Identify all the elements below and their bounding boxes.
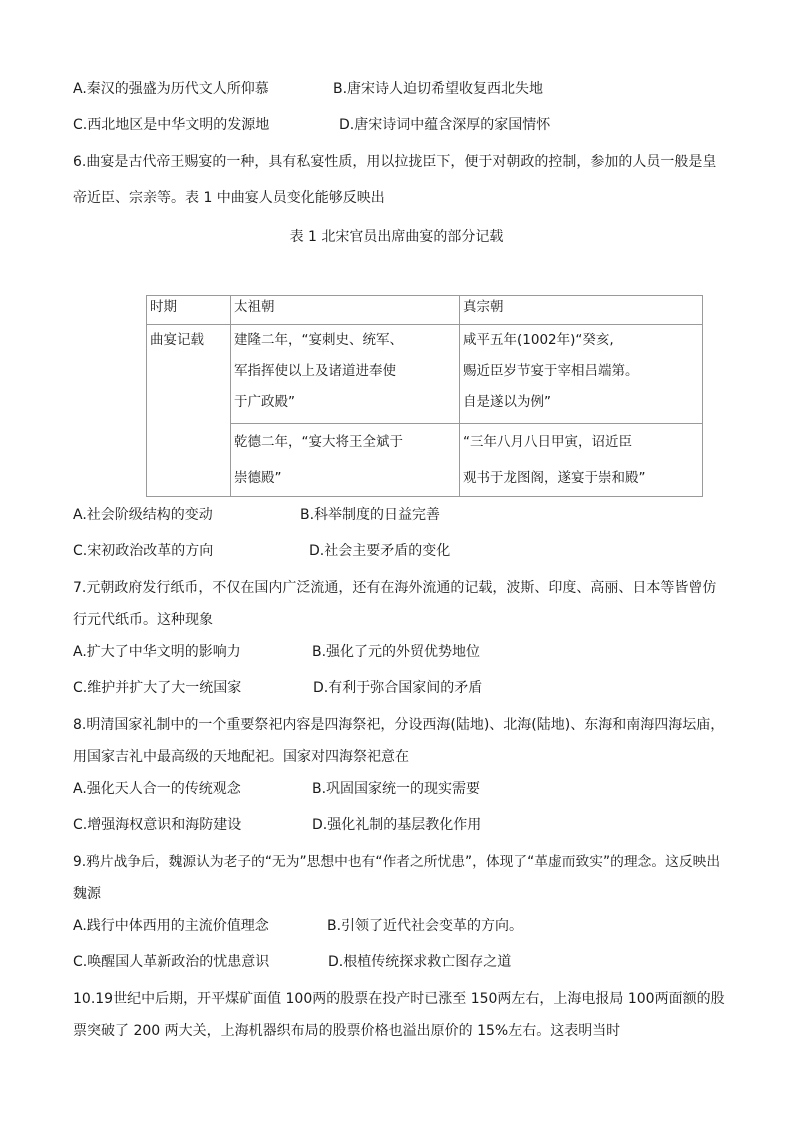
q7-stem-line2: 行元代纸币。这种现象 <box>73 612 213 628</box>
cell-taizu-1: 建隆二年，“宴刺史、统军、 军指挥使以上及诸道进奉使 于广政殿” <box>231 325 460 424</box>
cell-zhenzong-2: “三年八月八日甲寅，诏近臣 观书于龙图阁，遂宴于崇和殿” <box>460 424 703 497</box>
q5-option-b: B.唐宋诗人迫切希望收复西北失地 <box>333 81 544 97</box>
q7-option-a: A.扩大了中华文明的影响力 <box>73 644 241 660</box>
q9-option-b: B.引领了近代社会变革的方向。 <box>327 918 524 934</box>
q8-option-d: D.强化礼制的基层教化作用 <box>312 817 482 833</box>
q6-option-c: C.宋初政治改革的方向 <box>73 543 214 559</box>
cell-taizu-2: 乾德二年，“宴大将王全斌于 崇德殿” <box>231 424 460 497</box>
q8-option-b: B.巩固国家统一的现实需要 <box>312 781 481 797</box>
q8-stem-line1: 8.明清国家礼制中的一个重要祭祀内容是四海祭祀，分设西海(陆地)、北海(陆地)、东海和南海四海坛庙， <box>73 717 725 733</box>
q6-stem-line2: 帝近臣、宗亲等。表 1 中曲宴人员变化能够反映出 <box>73 190 385 206</box>
cell-zhenzong-1: 咸平五年(1002年)“癸亥, 赐近臣岁节宴于宰相吕端第。 自是遂以为例” <box>460 325 703 424</box>
q6-option-a: A.社会阶级结构的变动 <box>73 507 213 523</box>
q8-option-c: C.增强海权意识和海防建设 <box>73 817 242 833</box>
q8-option-a: A.强化天人合一的传统观念 <box>73 781 241 797</box>
q6-option-b: B.科举制度的日益完善 <box>300 507 441 523</box>
q6-stem-line1: 6.曲宴是古代帝王赐宴的一种，具有私宴性质，用以拉拢臣下，便于对朝政的控制，参加的人员一般是皇 <box>73 154 717 170</box>
header-zhenzong: 真宗朝 <box>460 296 703 325</box>
q7-option-b: B.强化了元的外贸优势地位 <box>312 644 481 660</box>
q9-stem-line2: 魏源 <box>73 886 101 902</box>
q6-option-d: D.社会主要矛盾的变化 <box>309 543 451 559</box>
q5-option-c: C.西北地区是中华文明的发源地 <box>73 117 270 133</box>
table-caption: 表 1 北宋官员出席曲宴的部分记载 <box>289 229 504 245</box>
row-label: 曲宴记载 <box>147 325 231 497</box>
q8-stem-line2: 用国家吉礼中最高级的天地配祀。国家对四海祭祀意在 <box>73 749 409 765</box>
q7-option-c: C.维护并扩大了大一统国家 <box>73 680 242 696</box>
header-period: 时期 <box>147 296 231 325</box>
table-row <box>147 325 703 424</box>
q5-option-a: A.秦汉的强盛为历代文人所仰慕 <box>73 81 269 97</box>
q9-option-a: A.践行中体西用的主流价值理念 <box>73 918 269 934</box>
q7-stem-line1: 7.元朝政府发行纸币，不仅在国内广泛流通，还有在海外流通的记载，波斯、印度、高丽、日本等皆曾仿 <box>73 580 717 596</box>
header-taizu: 太祖朝 <box>231 296 460 325</box>
q9-option-c: C.唤醒国人革新政治的忧患意识 <box>73 954 270 970</box>
record-table <box>146 295 703 497</box>
q9-stem-line1: 9.鸦片战争后，魏源认为老子的“无为”思想中也有“作者之所忧患”，体现了“革虚而致实”的理念。这反映出 <box>73 854 721 870</box>
q9-option-d: D.根植传统探求救亡图存之道 <box>328 954 512 970</box>
q5-option-d: D.唐宋诗词中蕴含深厚的家国情怀 <box>339 117 551 133</box>
table-header-row <box>147 296 703 325</box>
table-row <box>147 424 703 497</box>
q10-stem-line2: 票突破了 200 两大关，上海机器织布局的股票价格也溢出原价的 15%左右。这表明当时 <box>73 1023 621 1039</box>
q10-stem-line1: 10.19世纪中后期，开平煤矿面值 100两的股票在投产时已涨至 150两左右，上海电报局 100两面额的股 <box>73 991 725 1007</box>
q7-option-d: D.有利于弥合国家间的矛盾 <box>313 680 483 696</box>
